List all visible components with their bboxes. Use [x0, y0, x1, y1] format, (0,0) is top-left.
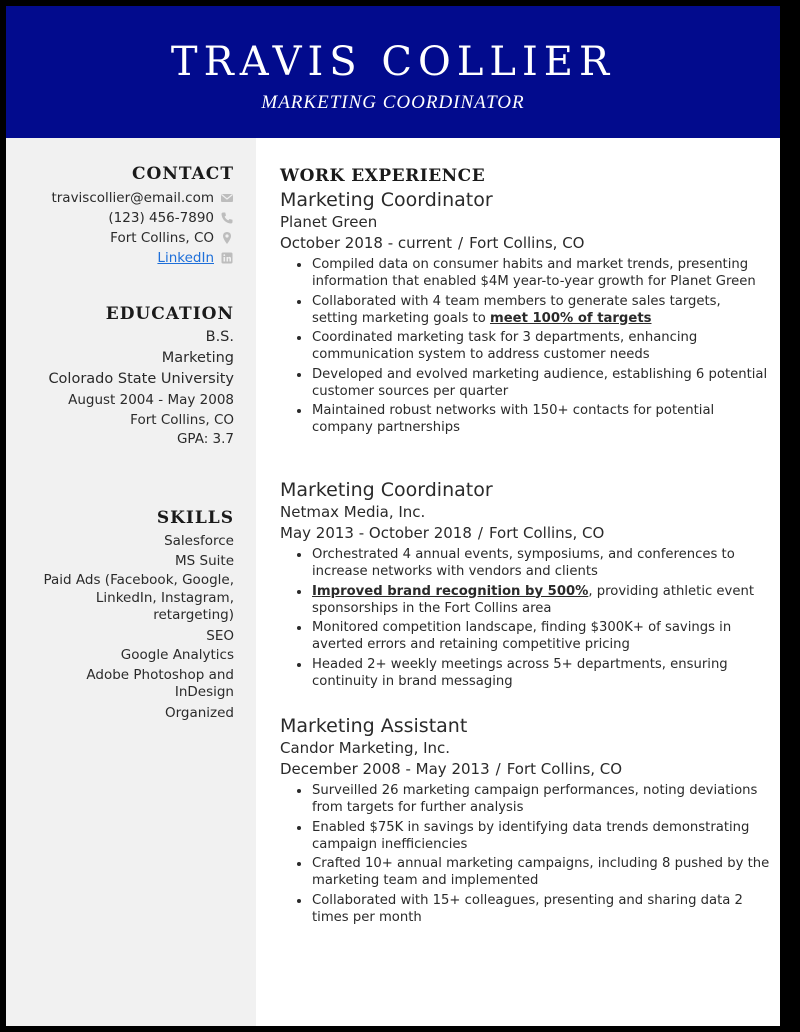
job-entry	[280, 478, 770, 692]
resume-page	[6, 6, 780, 1026]
education-location: Fort Collins, CO	[130, 411, 234, 428]
skill-item: Salesforce	[164, 533, 234, 549]
phone-icon	[220, 211, 234, 225]
bullet-item: Collaborated with 4 team members to generate sales targets, setting marketing goals to meet 100% of targets	[280, 293, 770, 327]
work-experience-heading: WORK EXPERIENCE	[280, 166, 486, 186]
contact-location: Fort Collins, CO	[110, 230, 214, 246]
job-title: Marketing Assistant	[280, 715, 468, 737]
envelope-icon	[220, 191, 234, 205]
education-section	[14, 302, 234, 450]
main-content	[256, 138, 780, 1026]
contact-phone-row	[14, 208, 234, 228]
bullet-item: Crafted 10+ annual marketing campaigns, including 8 pushed by the marketing team and implemented	[280, 855, 770, 889]
bullet-item: Enabled $75K in savings by identifying data trends demonstrating campaign inefficiencies	[280, 819, 770, 853]
contact-heading: CONTACT	[132, 164, 234, 184]
skill-item: Paid Ads (Facebook, Google, LinkedIn, Instagram, retargeting)	[43, 572, 234, 623]
job-title: Marketing Coordinator	[280, 189, 493, 211]
job-company: Planet Green	[280, 213, 378, 231]
skills-section	[14, 506, 234, 723]
contact-location-row	[14, 228, 234, 248]
job-dates: December 2008 - May 2013	[280, 760, 490, 778]
candidate-name: TRAVIS COLLIER	[170, 39, 616, 85]
bullet-item: Developed and evolved marketing audience, establishing 6 potential customer sources per quarter	[280, 366, 770, 400]
highlight: meet 100% of targets	[489, 310, 652, 326]
job-location: Fort Collins, CO	[506, 760, 623, 778]
job-company: Candor Marketing, Inc.	[280, 739, 451, 757]
job-bullets	[280, 782, 770, 926]
job-location: Fort Collins, CO	[488, 524, 605, 542]
education-dates: August 2004 - May 2008	[68, 392, 234, 408]
job-meta: October 2018 - current / Fort Collins, CO	[280, 234, 585, 252]
education-heading: EDUCATION	[105, 304, 234, 324]
job-title: Marketing Coordinator	[280, 479, 493, 501]
linkedin-icon	[220, 251, 234, 265]
linkedin-link[interactable]: LinkedIn	[157, 250, 214, 266]
sidebar	[6, 138, 256, 1026]
education-gpa: GPA: 3.7	[176, 431, 234, 447]
skill-item: MS Suite	[175, 552, 234, 569]
contact-email-row	[14, 188, 234, 208]
skills-heading: SKILLS	[156, 508, 234, 528]
job-dates: May 2013 - October 2018	[280, 524, 472, 542]
job-meta: May 2013 - October 2018 / Fort Collins, CO	[280, 524, 605, 542]
bullet-item: Maintained robust networks with 150+ contacts for potential company partnerships	[280, 402, 770, 436]
bullet-item: Headed 2+ weekly meetings across 5+ departments, ensuring continuity in brand messaging	[280, 656, 770, 690]
education-degree: B.S.	[205, 329, 234, 345]
job-bullets	[280, 546, 770, 690]
candidate-title: MARKETING COORDINATOR	[261, 92, 525, 113]
job-entry	[280, 714, 770, 928]
bullet-item: Coordinated marketing task for 3 departments, enhancing communication system to address customer needs	[280, 329, 770, 363]
bullet-item: Improved brand recognition by 500%, providing athletic event sponsorships in the Fort Collins area	[280, 583, 770, 617]
resume-header	[6, 6, 780, 138]
contact-section	[14, 162, 234, 268]
bullet-item: Monitored competition landscape, finding $300K+ of savings in averted errors and retaining competitive pricing	[280, 619, 770, 653]
job-entry	[280, 188, 770, 439]
job-bullets	[280, 256, 770, 436]
contact-phone[interactable]: (123) 456-7890	[108, 210, 214, 226]
bullet-item: Compiled data on consumer habits and market trends, presenting information that enabled $4M year-to-year growth for Planet Green	[280, 256, 770, 290]
contact-linkedin-row	[14, 248, 234, 268]
bullet-item: Orchestrated 4 annual events, symposiums, and conferences to increase networks with vendors and clients	[280, 546, 770, 580]
job-dates: October 2018 - current	[280, 234, 453, 252]
skill-item: SEO	[206, 627, 234, 644]
job-meta: December 2008 - May 2013 / Fort Collins, CO	[280, 760, 623, 778]
skill-item: Google Analytics	[120, 647, 234, 663]
bullet-item: Collaborated with 15+ colleagues, presenting and sharing data 2 times per month	[280, 892, 770, 926]
location-pin-icon	[220, 231, 234, 245]
education-field: Marketing	[161, 350, 234, 366]
job-location: Fort Collins, CO	[469, 234, 585, 252]
education-school: Colorado State University	[48, 371, 234, 387]
skill-item: Organized	[164, 704, 234, 721]
job-company: Netmax Media, Inc.	[280, 503, 426, 521]
bullet-item: Surveilled 26 marketing campaign performances, noting deviations from targets for further analysis	[280, 782, 770, 816]
contact-email[interactable]: traviscollier@email.com	[51, 190, 214, 206]
highlight: Improved brand recognition by 500%	[312, 583, 589, 599]
skill-item: Adobe Photoshop and InDesign	[86, 666, 234, 700]
